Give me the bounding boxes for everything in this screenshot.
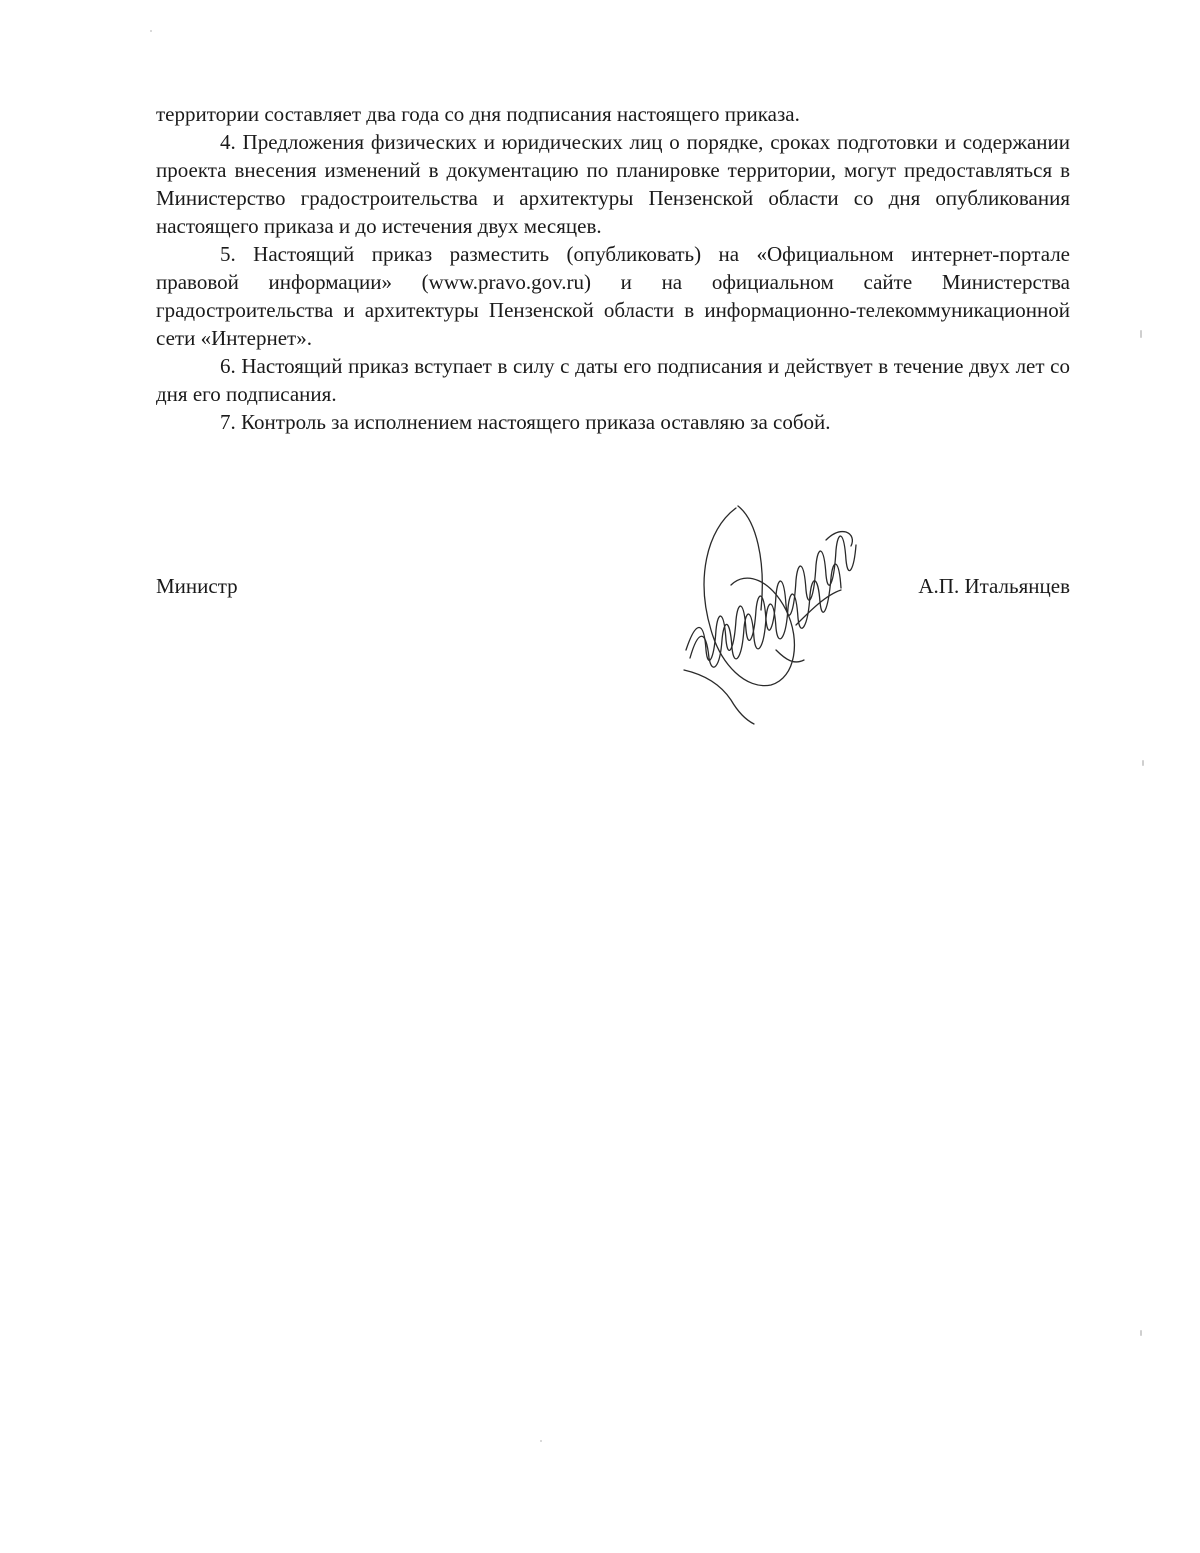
scan-speck <box>1142 760 1144 766</box>
paragraph-7: 7. Контроль за исполнением настоящего приказа оставляю за собой. <box>220 410 831 434</box>
scan-speck <box>1140 330 1142 338</box>
paragraph-4: 4. Предложения физических и юридических лиц о порядке, сроках подготовки и содержании проекта внесения изменений в документацию по планировке территории, могут предоставляться в Министерство градостроительства и архитектуры Пензенской области со дня опубликования настоящего приказа и до истечения двух месяцев. <box>156 130 1070 238</box>
scan-speck <box>540 1440 542 1442</box>
paragraph-5: 5. Настоящий приказ разместить (опубликовать) на «Официальном интернет-портале правовой информации» (www.pravo.gov.ru) и на официальном сайте Министерства градостроительства и архитектуры Пензенской области в информационно-телекоммуникационной сети «Интернет». <box>156 242 1070 350</box>
handwritten-signature <box>676 500 866 730</box>
document-body <box>156 100 1070 436</box>
scan-speck <box>150 30 152 32</box>
signer-position: Министр <box>156 574 238 598</box>
signer-name: А.П. Итальянцев <box>918 574 1070 598</box>
signature-block <box>156 574 1070 604</box>
paragraph-continuation: территории составляет два года со дня подписания настоящего приказа. <box>156 102 800 126</box>
scan-speck <box>1140 1330 1142 1336</box>
paragraph-6: 6. Настоящий приказ вступает в силу с даты его подписания и действует в течение двух лет со дня его подписания. <box>156 354 1070 406</box>
